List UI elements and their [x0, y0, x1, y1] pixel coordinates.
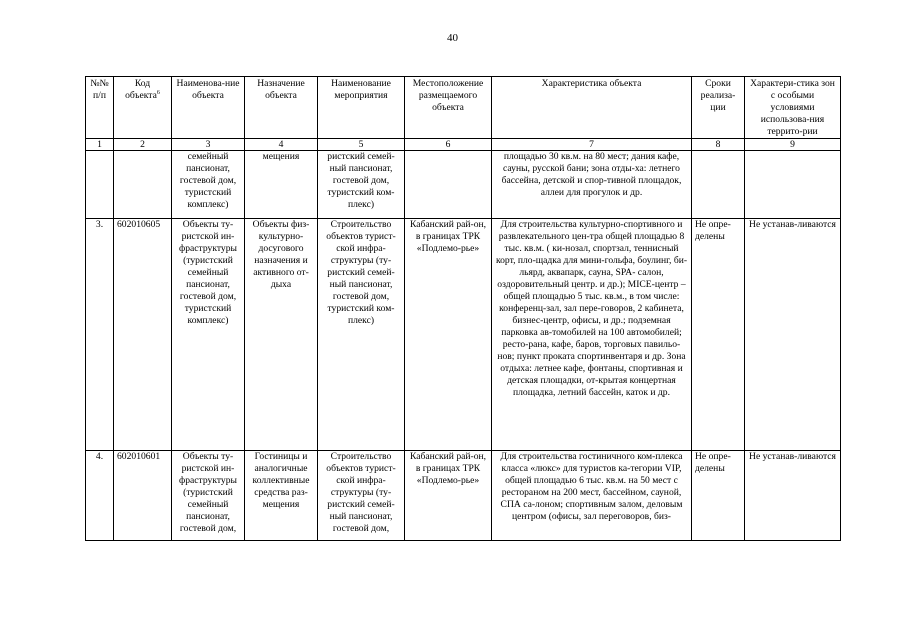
header-location: Местоположение размещаемого объекта	[405, 77, 492, 139]
cell-terms: Не опре-делены	[692, 219, 745, 451]
column-number: 9	[745, 139, 841, 151]
cell-measure: ристский семей-ный пансионат, гостевой дом, туристский ком-плекс)	[318, 151, 405, 219]
header-code: Код объекта$^6$	[114, 77, 172, 139]
column-number: 5	[318, 139, 405, 151]
cell-purpose-text: Гостиницы и аналогичные коллективные средства раз-мещения	[252, 451, 310, 510]
cell-description: площадью 30 кв.м. на 80 мест; дания кафе, сауны, русской бани; зона отды-ха: летнего бассейна, детской и спор-тивной площадок, аллеи для прогулок и др.	[492, 151, 692, 219]
column-number: 7	[492, 139, 692, 151]
cell-zones	[745, 151, 841, 219]
cell-zones: Не устанав-ливаются	[745, 219, 841, 451]
cell-code-text: 602010601	[117, 451, 161, 462]
header-description: Характеристика объекта	[492, 77, 692, 139]
page-number: 40	[447, 32, 458, 44]
header-purpose: Назначение объекта	[245, 77, 318, 139]
header-code-footnote: 6	[156, 89, 160, 96]
cell-terms	[692, 151, 745, 219]
header-zones: Характери-стика зон с особыми условиями использова-ния террито-рии	[745, 77, 841, 139]
cell-location-text: Кабанский рай-он, в границах ТРК «Подлемо-рье»	[409, 451, 487, 486]
cell-zones-text: Не устанав-ливаются	[749, 451, 836, 462]
cell-description: Для строительства культурно-спортивного и развлекательного цен-тра общей площадью 8 тыс. кв.м. ( ки-нозал, спортзал, теннисный корт, пло-щадка для мини-гольфа, боулинг, би-льярд, аквапарк, сауна, SPA- салон, оздоровительный центр. и др.); MICE-центр – общей площадью 5 тыс. кв.м., в том числе: конференц-зал, зал пере-говоров, 2 кабинета, бизнес-центр, офисы, и др.; подземная парковка ав-томобилей на 100 автомобилей; ресто-рана, кафе, баров, торговых павильо-нов; пункт проката спортинвентаря и др. Зона отдыха: летнее кафе, фонтаны, спортивная и детская площадки, от-крытая концертная площадка, летний бассейн, каток и др.	[492, 219, 692, 451]
cell-code	[114, 451, 172, 541]
cell-zones	[745, 451, 841, 541]
cell-location: Кабанский рай-он, в границах ТРК «Подлемо-рье»	[405, 219, 492, 451]
cell-purpose: Объекты физ-культурно-досугового назначения и активного от-дыха	[245, 219, 318, 451]
cell-code	[114, 151, 172, 219]
cell-num	[86, 151, 114, 219]
cell-num: 3.	[86, 219, 114, 451]
column-number: 8	[692, 139, 745, 151]
header-terms: Сроки реализа-ции	[692, 77, 745, 139]
cell-location	[405, 151, 492, 219]
header-name: Наименова-ние объекта	[172, 77, 245, 139]
column-number: 3	[172, 139, 245, 151]
column-number-row	[86, 139, 841, 151]
cell-num-text: 4.	[95, 451, 104, 462]
cell-terms	[692, 451, 745, 541]
cell-description-text: Для строительства гостиничного ком-плекса класса «люкс» для туристов ка-тегории VIP, общей площадью 6 тыс. кв.м. на 50 мест с рестораном на 200 мест, бассейном, сауной, СПА са-лоном; спортивным залом, деловым центром (офисы, зал переговоров, биз-	[500, 451, 683, 522]
table-row-continued	[86, 151, 841, 219]
cell-measure	[318, 451, 405, 541]
header-num: №№ п/п	[86, 77, 114, 139]
cell-measure-text: Строительство объектов турист-ской инфра-структуры (ту-ристский семей-ный пансионат, гостевой дом,	[326, 451, 396, 534]
cell-code: 602010605	[114, 219, 172, 451]
table-row	[86, 219, 841, 451]
cell-location	[405, 451, 492, 541]
cell-description	[492, 451, 692, 541]
objects-table	[85, 76, 841, 541]
cell-name	[172, 451, 245, 541]
cell-purpose: мещения	[245, 151, 318, 219]
column-number: 2	[114, 139, 172, 151]
cell-name: семейный пансионат, гостевой дом, туристский комплекс)	[172, 151, 245, 219]
table-header-row	[86, 77, 841, 139]
table-row	[86, 451, 841, 541]
cell-terms-text: Не опре-делены	[695, 451, 731, 474]
column-number: 1	[86, 139, 114, 151]
cell-name: Объекты ту-ристской ин-фраструктуры (туристский семейный пансионат, гостевой дом, туристский комплекс)	[172, 219, 245, 451]
cell-num	[86, 451, 114, 541]
cell-purpose	[245, 451, 318, 541]
column-number: 6	[405, 139, 492, 151]
column-number: 4	[245, 139, 318, 151]
cell-name-text: Объекты ту-ристской ин-фраструктуры (туристский семейный пансионат, гостевой дом,	[179, 451, 237, 534]
header-measure: Наименование мероприятия	[318, 77, 405, 139]
cell-measure: Строительство объектов турист-ской инфра-структуры (ту-ристский семей-ный пансионат, гостевой дом, туристский ком-плекс)	[318, 219, 405, 451]
